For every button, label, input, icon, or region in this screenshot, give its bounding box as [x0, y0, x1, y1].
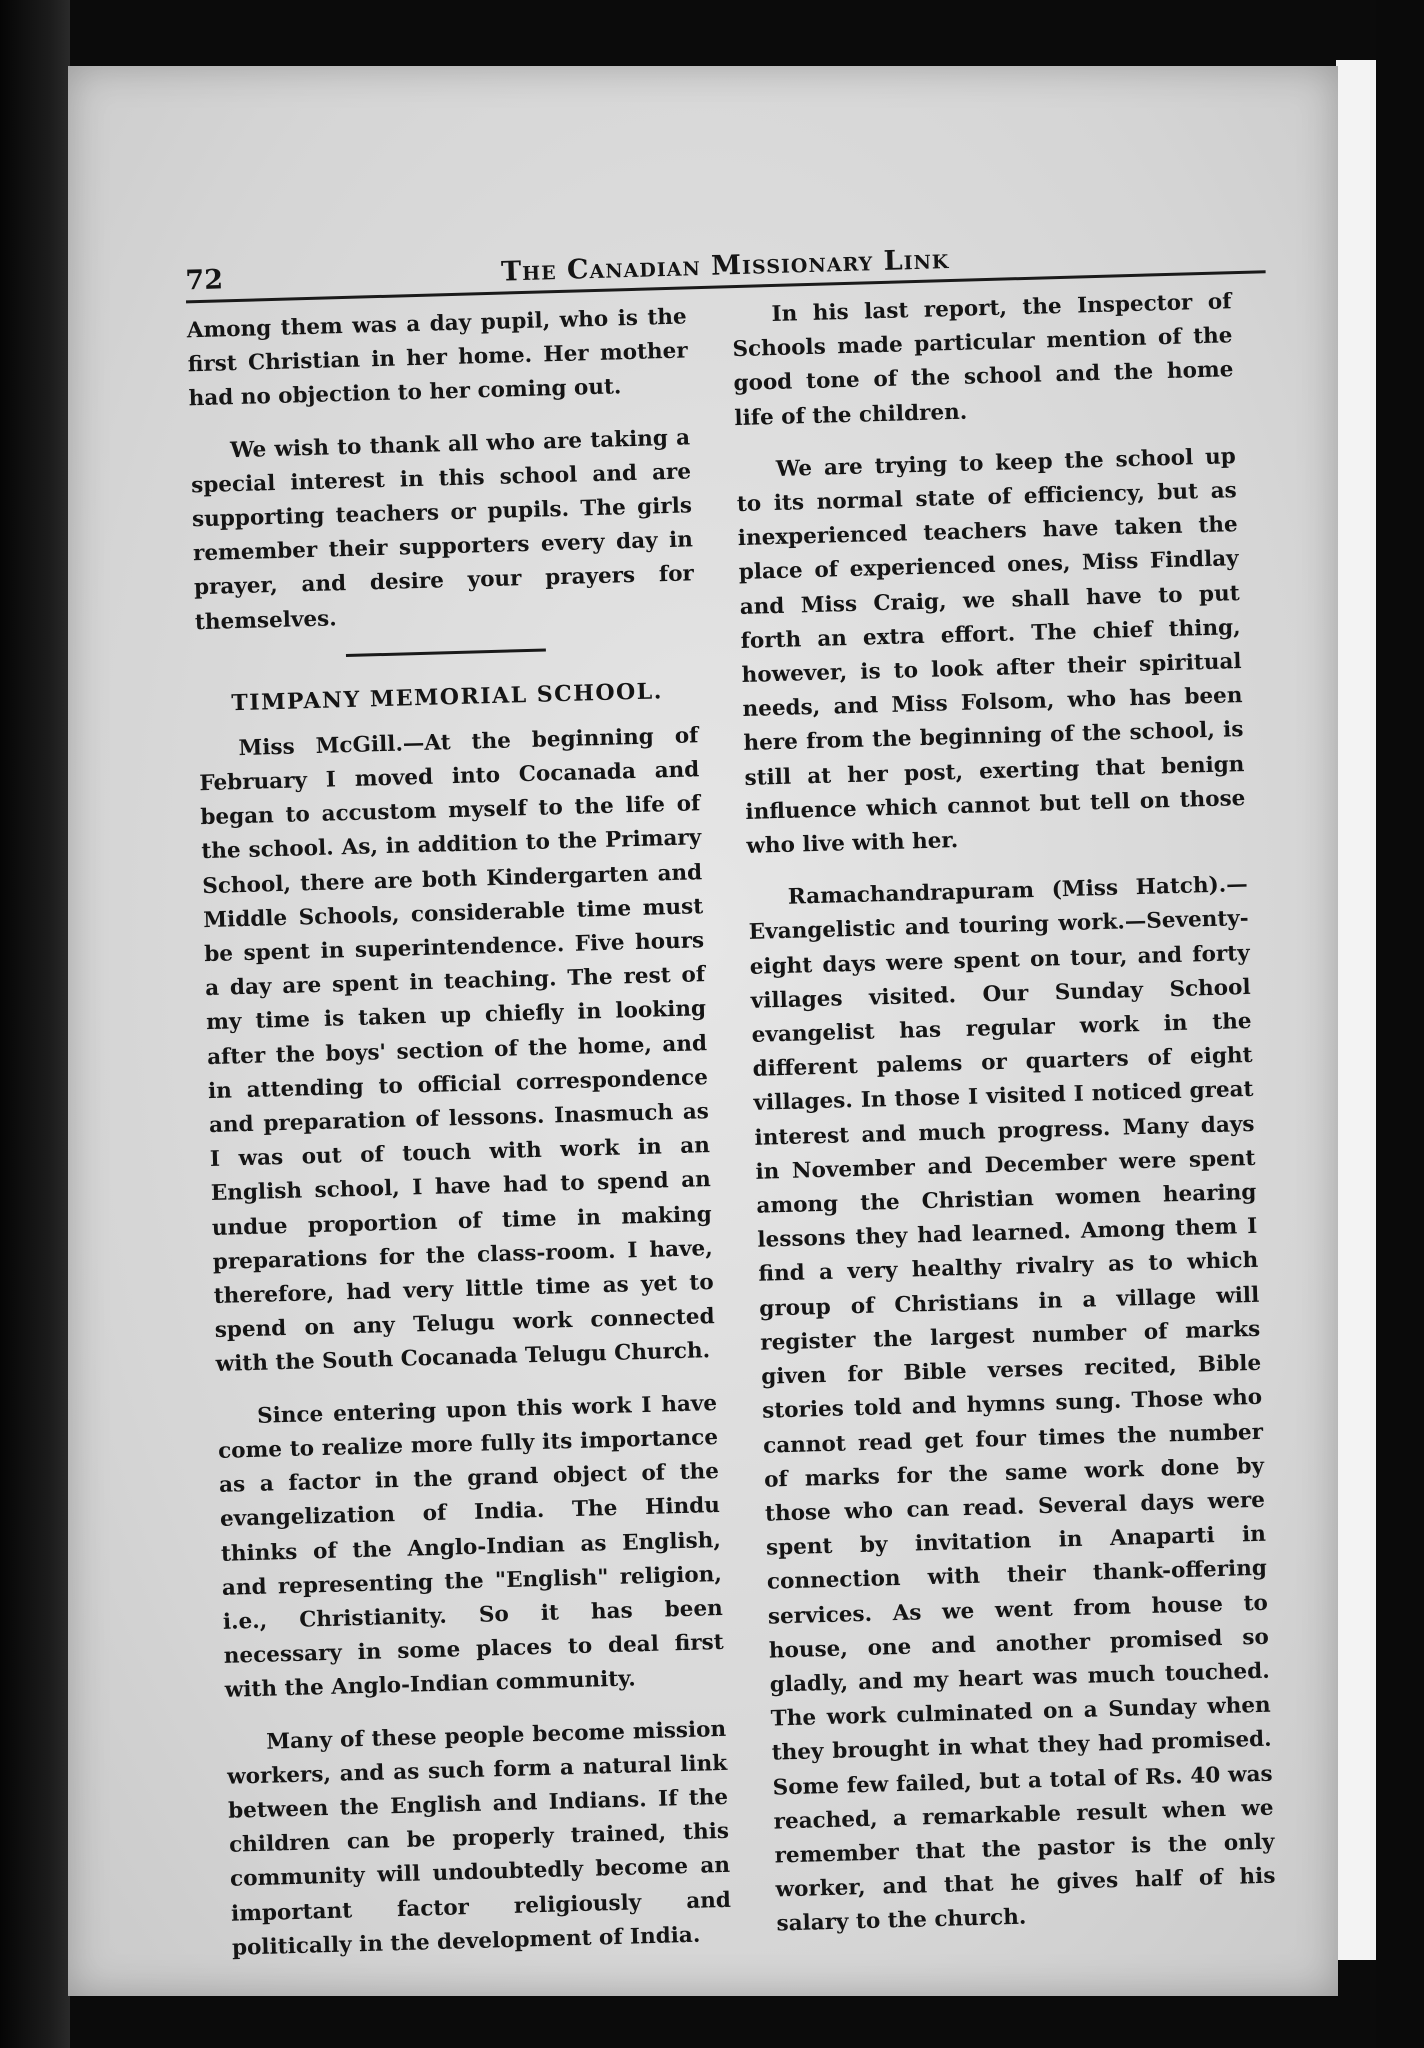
paragraph — [747, 868, 1276, 1942]
scan-left-edge — [0, 0, 70, 2048]
paragraph: Many of these people become mission workers, and as such form a natural link between the English and Indians. If the children can be properly trained, this community will undoubtedly become an important factor religiously and politically in the development of India. — [226, 1716, 732, 1961]
paragraph — [198, 719, 716, 1383]
paragraph-text: (Miss Hatch).—Evangelistic and touring work.—Seventy-eight days were spent on tour, and forty villages visited. Our Sunday School evangelist has regular work in the different palems or quarters of eight villages. In those I visited I noticed great interest and much progress. Many days in November and December were spent among the Christian women hearing lessons they had learned. Among them I find a very healthy rivalry as to which group of Christians in a village will register the largest number of marks given for Bible verses recited, Bible stories told and hymns sung. Those who cannot read get four times the number of marks for the same work done by those who can read. Several days were spent by invitation in Anaparti in connection with their thank-offering services. As we went from house to house, one and another promised so gladly, and my heart was much touched. The work culminated on a Sunday when they brought in what they had promised. Some few failed, but a total of Rs. 40 was reached, a remarkable result when we remember that the pastor is the only worker, and that he gives half of his salary to the church. — [748, 872, 1276, 1937]
speaker-name: Miss McGill. — [238, 731, 404, 761]
left-column — [186, 300, 732, 1983]
magazine-page — [68, 66, 1338, 1996]
section-divider — [346, 648, 546, 657]
place-name: Ramachandrapuram — [787, 878, 1035, 911]
page-content — [185, 226, 1311, 1961]
running-title: The Canadian Missionary Link — [500, 244, 950, 288]
scan-right-edge — [1376, 0, 1424, 2048]
page-number: 72 — [185, 264, 224, 297]
adjacent-page-edge — [1336, 60, 1376, 1960]
section-heading: TIMPANY MEMORIAL SCHOOL. — [231, 678, 664, 717]
paragraph: We wish to thank all who are taking a special interest in this school and are supporting teachers or pupils. The girls remember their supporters every day in prayer, and desire your prayers for themselves. — [190, 424, 695, 635]
paragraph-text: —At the beginning of February I moved into Cocanada and began to accustom myself to the life of the school. As, in addition to the Primary School, there are both Kindergarten and Middle Schools, considerable time must be spent in superintendence. Five hours a day are spent in teaching. The rest of my time is taken up chiefly in looking after the boys' section of the home, and in attending to official correspondence and preparation of lessons. Inasmuch as I was out of touch with work in an English school, I have had to spend an undue proportion of time in making preparations for the class-room. I have, therefore, had very little time as yet to spend on any Telugu work connected with the South Cocanada Telugu Church. — [199, 723, 715, 1378]
paragraph: Since entering upon this work I have come to realize more fully its importance as a factor in the grand object of the evangelization of India. The Hindu thinks of the Anglo-Indian as English, and representing the "English" religion, i.e., Christianity. So it has been necessary in some places to deal first with the Anglo-Indian community. — [217, 1390, 725, 1704]
text-columns — [186, 284, 1311, 1961]
paragraph: We are trying to keep the school up to its normal state of efficiency, but as inexperienced teachers have taken the place of experienced ones, Miss Findlay and Miss Craig, we shall have to put forth an extra effort. The chief thing, however, is to look after their spiritual needs, and Miss Folsom, who has been here from the beginning of the school, is still at her post, exerting that benign influence which cannot but tell on those who live with her. — [736, 443, 1246, 859]
right-column — [731, 285, 1277, 1960]
paragraph: Among them was a day pupil, who is the first Christian in her home. Her mother had no objection to her coming out. — [186, 304, 688, 412]
paragraph: In his last report, the Inspector of Schools made particular mention of the good tone of the school and the home life of the children. — [732, 289, 1234, 431]
